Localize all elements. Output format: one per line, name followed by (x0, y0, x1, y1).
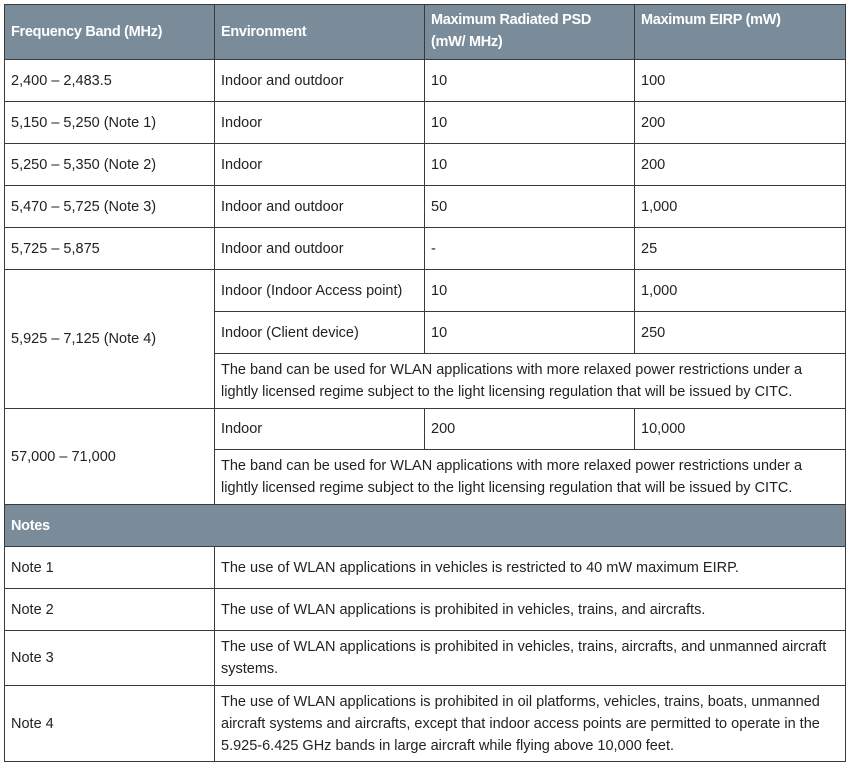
cell-remark: The band can be used for WLAN applications with more relaxed power restrictions under a lightly licensed regime subject to the light licensing regulation that will be issued by CITC. (215, 354, 846, 409)
cell-environment: Indoor and outdoor (215, 60, 425, 102)
cell-band: 5,725 – 5,875 (5, 228, 215, 270)
cell-eirp: 250 (635, 312, 846, 354)
cell-remark: The band can be used for WLAN applications with more relaxed power restrictions under a lightly licensed regime subject to the light licensing regulation that will be issued by CITC. (215, 450, 846, 505)
note-row (5, 631, 846, 686)
note-text: The use of WLAN applications is prohibited in oil platforms, vehicles, trains, boats, unmanned aircraft systems and aircrafts, except that indoor access points are permitted to operate in the 5.925-6.425 GHz bands in large aircraft while flying above 10,000 feet. (215, 686, 846, 762)
table-row (5, 60, 846, 102)
wlan-regulation-table-container (4, 4, 845, 762)
cell-eirp: 200 (635, 144, 846, 186)
table-row (5, 144, 846, 186)
cell-band: 5,470 – 5,725 (Note 3) (5, 186, 215, 228)
cell-eirp: 200 (635, 102, 846, 144)
table-row (5, 186, 846, 228)
table-row (5, 270, 846, 312)
table-row (5, 228, 846, 270)
note-label: Note 1 (5, 547, 215, 589)
notes-header: Notes (5, 505, 846, 547)
cell-band: 57,000 – 71,000 (5, 409, 215, 505)
cell-environment: Indoor (Client device) (215, 312, 425, 354)
table-row (5, 409, 846, 450)
note-text: The use of WLAN applications is prohibited in vehicles, trains, aircrafts, and unmanned aircraft systems. (215, 631, 846, 686)
note-label: Note 3 (5, 631, 215, 686)
cell-band: 5,150 – 5,250 (Note 1) (5, 102, 215, 144)
header-frequency-band: Frequency Band (MHz) (5, 5, 215, 60)
header-row (5, 5, 846, 60)
wlan-regulation-table (4, 4, 846, 762)
cell-eirp: 25 (635, 228, 846, 270)
note-row (5, 547, 846, 589)
cell-psd: 200 (425, 409, 635, 450)
cell-environment: Indoor (215, 102, 425, 144)
cell-psd: 10 (425, 312, 635, 354)
cell-environment: Indoor (215, 409, 425, 450)
note-text: The use of WLAN applications in vehicles is restricted to 40 mW maximum EIRP. (215, 547, 846, 589)
cell-environment: Indoor and outdoor (215, 186, 425, 228)
cell-psd: 10 (425, 102, 635, 144)
cell-band: 5,250 – 5,350 (Note 2) (5, 144, 215, 186)
cell-eirp: 1,000 (635, 186, 846, 228)
cell-psd: 10 (425, 60, 635, 102)
cell-environment: Indoor (Indoor Access point) (215, 270, 425, 312)
cell-eirp: 10,000 (635, 409, 846, 450)
note-row (5, 686, 846, 762)
note-text: The use of WLAN applications is prohibited in vehicles, trains, and aircrafts. (215, 589, 846, 631)
cell-eirp: 1,000 (635, 270, 846, 312)
note-label: Note 2 (5, 589, 215, 631)
cell-band: 2,400 – 2,483.5 (5, 60, 215, 102)
cell-environment: Indoor and outdoor (215, 228, 425, 270)
cell-psd: 10 (425, 144, 635, 186)
header-max-eirp: Maximum EIRP (mW) (635, 5, 846, 60)
cell-band: 5,925 – 7,125 (Note 4) (5, 270, 215, 409)
cell-environment: Indoor (215, 144, 425, 186)
cell-eirp: 100 (635, 60, 846, 102)
cell-psd: 10 (425, 270, 635, 312)
cell-psd: - (425, 228, 635, 270)
note-row (5, 589, 846, 631)
header-environment: Environment (215, 5, 425, 60)
table-row (5, 102, 846, 144)
notes-header-row (5, 505, 846, 547)
cell-psd: 50 (425, 186, 635, 228)
header-max-psd: Maximum Radiated PSD (mW/ MHz) (425, 5, 635, 60)
note-label: Note 4 (5, 686, 215, 762)
